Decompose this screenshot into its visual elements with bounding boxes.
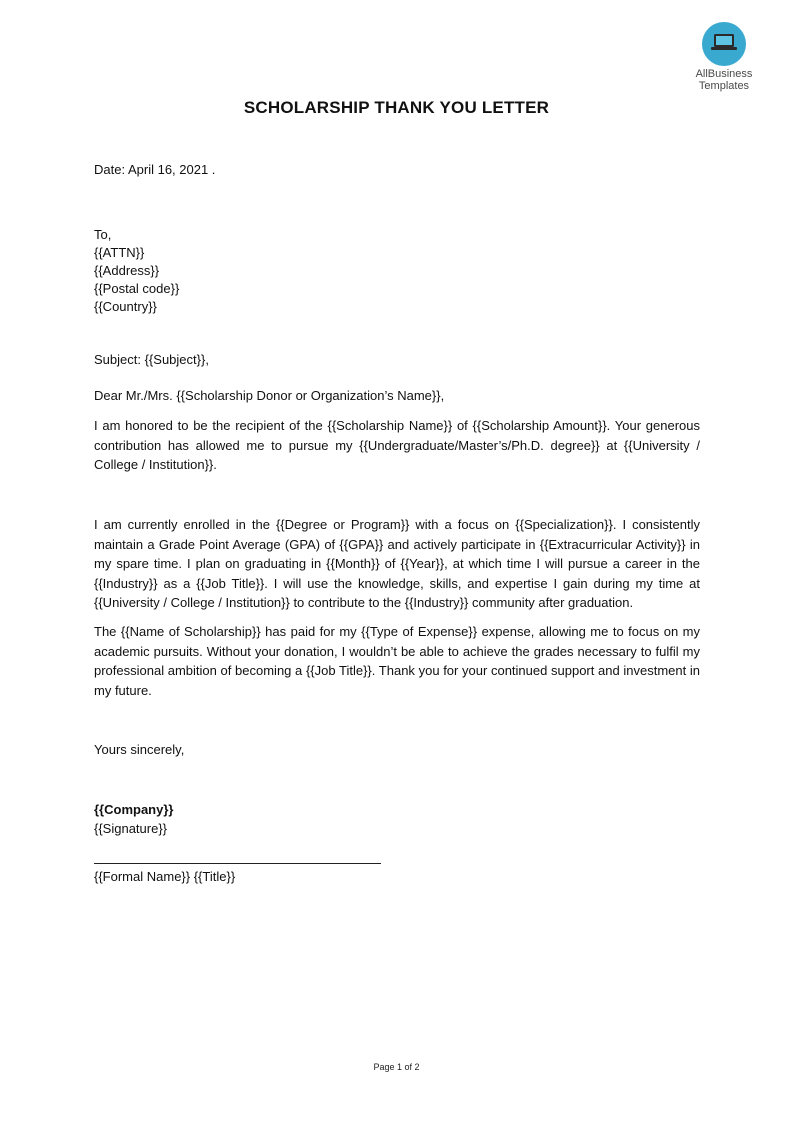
laptop-icon <box>702 22 746 66</box>
letter-closing: Yours sincerely, <box>94 742 185 757</box>
address-line: {{ATTN}} <box>94 245 145 260</box>
document-title: SCHOLARSHIP THANK YOU LETTER <box>243 98 550 117</box>
address-line: To, <box>94 227 112 242</box>
body-paragraph: The {{Name of Scholarship}} has paid for my {{Type of Expense}} expense, allowing me to focus on my academic pursuits. Without your donation, I wouldn’t be able to achieve the grades necessary to fulfil my professional ambition of becoming a {{Job Title}}. Thank you for your continued support and investment in my future. <box>94 624 700 698</box>
letter-subject: Subject: {{Subject}}, <box>94 352 209 367</box>
letter-date: Date: April 16, 2021 . <box>94 162 216 177</box>
company-name: {{Company}} <box>94 802 174 817</box>
logo-text-line2: Templates <box>698 80 750 92</box>
body-paragraph: I am honored to be the recipient of the {{Scholarship Name}} of {{Scholarship Amount}}. Your generous contribution has allowed me to pursue my {{Undergraduate/Master’s/Ph.D. degree}} at {{University / College / Institution}}. <box>94 418 700 472</box>
signature-placeholder: {{Signature}} <box>94 821 168 836</box>
brand-logo <box>688 22 760 92</box>
address-line: {{Country}} <box>94 299 157 314</box>
letter-salutation: Dear Mr./Mrs. {{Scholarship Donor or Organization’s Name}}, <box>94 388 445 403</box>
address-line: {{Address}} <box>94 263 160 278</box>
page-number: Page 1 of 2 <box>373 1062 420 1072</box>
logo-text-line1: AllBusiness <box>695 68 753 80</box>
recipient-address <box>94 226 700 316</box>
signature-line <box>94 863 381 864</box>
body-paragraph: I am currently enrolled in the {{Degree or Program}} with a focus on {{Specialization}}. I consistently maintain a Grade Point Average (GPA) of {{GPA}} and actively participate in {{Extracurricular Activity}} in my spare time. I plan on graduating in {{Month}} of {{Year}}, at which time I will pursue a career in the {{Industry}} as a {{Job Title}}. I will use the knowledge, skills, and expertise I gain during my time at {{University / College / Institution}} to contribute to the {{Industry}} community after graduation. <box>94 517 700 610</box>
address-line: {{Postal code}} <box>94 281 180 296</box>
formal-name: {{Formal Name}} {{Title}} <box>94 869 236 884</box>
